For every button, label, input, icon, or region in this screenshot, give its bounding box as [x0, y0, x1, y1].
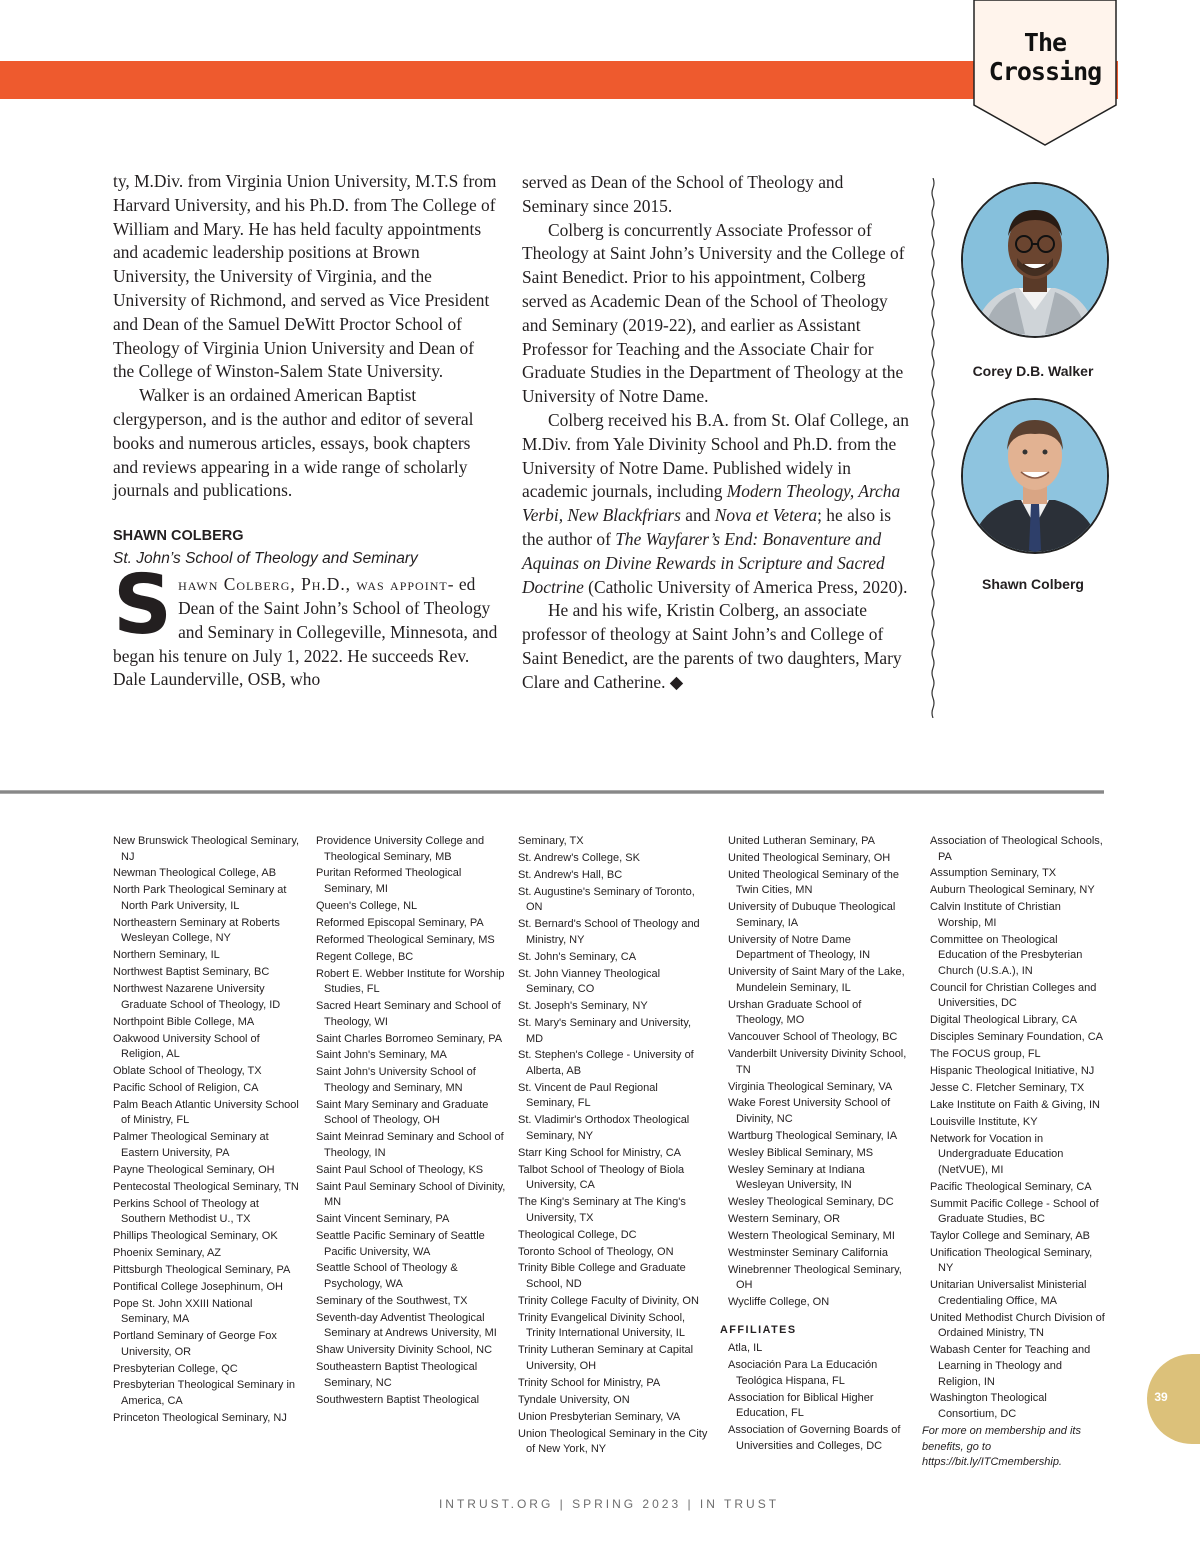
- list-item: Vancouver School of Theology, BC: [728, 1031, 898, 1044]
- list-item: United Methodist Church Division of Ordained Ministry, TN: [930, 1311, 1105, 1340]
- list-item: Providence University College and Theological Seminary, MB: [316, 835, 485, 863]
- list-item: Newman Theological College, AB: [113, 867, 277, 880]
- list-item: Digital Theological Library, CA: [930, 1014, 1077, 1027]
- list-item: Wake Forest University School of Divinity, NC: [728, 1097, 891, 1126]
- list-item: Portland Seminary of George Fox University, OR: [113, 1330, 277, 1358]
- list-item: Presbyterian Theological Seminary in America, CA: [113, 1379, 295, 1408]
- book-title: The Wayfarer’s End: Bonaventure and Aquinas on Divine Rewards in Scripture and Sacred Doctrine: [522, 528, 885, 597]
- article-column-2: [522, 171, 914, 695]
- list-item: Taylor College and Seminary, AB: [930, 1230, 1090, 1242]
- list-item: Louisville Institute, KY: [930, 1115, 1038, 1128]
- list-item: Palm Beach Atlantic University School of Ministry, FL: [113, 1098, 299, 1127]
- list-item: Winebrenner Theological Seminary, OH: [728, 1263, 902, 1292]
- list-item: St. John Vianney Theological Seminary, CO: [518, 967, 661, 996]
- list-item: Phoenix Seminary, AZ: [113, 1246, 222, 1259]
- lead-smallcaps: hawn Colberg, Ph.D., was appoint-: [178, 574, 455, 595]
- list-item: United Theological Seminary of the Twin Cities, MN: [728, 868, 900, 897]
- list-item: Pacific Theological Seminary, CA: [930, 1180, 1092, 1193]
- list-item: Northeastern Seminary at Roberts Wesleyan College, NY: [113, 916, 280, 945]
- page-number: 39: [1154, 1390, 1168, 1404]
- list-item: Saint Charles Borromeo Seminary, PA: [316, 1032, 503, 1045]
- list-item: Saint Paul School of Theology, KS: [316, 1163, 484, 1176]
- list-item: St. Vladimir's Orthodox Theological Seminary, NY: [518, 1114, 690, 1142]
- list-item: The FOCUS group, FL: [930, 1048, 1041, 1061]
- member-list-column-2: [316, 834, 506, 1410]
- list-item: St. Mary's Seminary and University, MD: [518, 1016, 692, 1045]
- list-item: Saint Mary Seminary and Graduate School of Theology, OH: [316, 1098, 489, 1127]
- list-item: Union Theological Seminary in the City of New York, NY: [518, 1427, 708, 1456]
- list-item: St. Joseph's Seminary, NY: [518, 1000, 648, 1013]
- list-item: Westminster Seminary California: [728, 1246, 888, 1259]
- list-item: Presbyterian College, QC: [113, 1362, 238, 1375]
- list-item: St. Stephen's College - University of Alberta, AB: [518, 1049, 694, 1077]
- list-item: Perkins School of Theology at Southern Methodist U., TX: [113, 1197, 259, 1226]
- list-item: Assumption Seminary, TX: [930, 867, 1057, 880]
- section-title: The Crossing: [988, 28, 1102, 86]
- list-item: University of Saint Mary of the Lake, Mundelein Seminary, IL: [728, 966, 905, 994]
- list-item: Trinity School for Ministry, PA: [518, 1376, 661, 1389]
- list-item: Asociación Para La Educación Teológica Hispana, FL: [728, 1359, 878, 1387]
- section-subheading: St. John’s School of Theology and Seminary: [113, 550, 418, 568]
- vertical-rule: [930, 178, 936, 718]
- list-item: Reformed Episcopal Seminary, PA: [316, 916, 484, 929]
- list-item: Trinity College Faculty of Divinity, ON: [518, 1294, 699, 1307]
- list-item: St. Augustine's Seminary of Toronto, ON: [518, 885, 695, 914]
- list-item: Seattle School of Theology & Psychology, WA: [316, 1262, 458, 1291]
- affiliates-heading: AFFILIATES: [720, 1323, 797, 1336]
- list-item: Saint Meinrad Seminary and School of Theology, IN: [316, 1131, 504, 1159]
- list-item: Committee on Theological Education of the Presbyterian Church (U.S.A.), IN: [930, 933, 1083, 977]
- journal-titles: Modern Theology, Archa Verbi, New Blackfriars: [522, 481, 901, 526]
- list-item: St. Bernard's School of Theology and Ministry, NY: [518, 918, 700, 946]
- list-item: Wesley Biblical Seminary, MS: [728, 1146, 874, 1159]
- paragraph: Walker is an ordained American Baptist clergyperson, and is the author and editor of several books and numerous articles, essays, book chapters and reviews appearing in a wide range of scholarly journals and publications.: [113, 385, 474, 501]
- list-item: North Park Theological Seminary at North Park University, IL: [113, 884, 287, 912]
- end-mark-icon: ◆: [669, 671, 684, 692]
- list-item: Wycliffe College, ON: [728, 1296, 830, 1309]
- list-item: Union Presbyterian Seminary, VA: [518, 1410, 681, 1423]
- paragraph: Colberg received his B.A. from St. Olaf College, an M.Div. from Yale Divinity School and Ph.D. from the University of Notre Dame. Published widely in academic journals, including Modern Theology, Archa Verbi, New Blackfriars and Nova et Vetera; he also is the author of The Wayfarer’s End: Bonaventure and Aquinas on Divine Rewards in Scripture and Sacred Doctrine (Catholic University of America Press, 2020).: [522, 409, 909, 597]
- list-item: Unification Theological Seminary, NY: [930, 1246, 1093, 1275]
- list-item: St. Andrew's College, SK: [518, 851, 640, 864]
- list-item: Pontifical College Josephinum, OH: [113, 1280, 283, 1293]
- list-item: Association of Theological Schools, PA: [930, 835, 1103, 863]
- list-item: Seattle Pacific Seminary of Seattle Pacific University, WA: [316, 1230, 485, 1258]
- lead-text: ed Dean of the Saint John’s School of Theology and Seminary in Collegeville, Minnesota, and began his tenure on July 1, 2022. He succeeds Rev. Dale Launderville, OSB, who: [113, 574, 498, 690]
- list-item: Seminary, TX: [518, 835, 584, 847]
- list-item: The King's Seminary at The King's University, TX: [518, 1196, 686, 1224]
- list-item: Pacific School of Religion, CA: [113, 1081, 259, 1094]
- list-item: Pentecostal Theological Seminary, TN: [113, 1180, 299, 1193]
- list-item: Lake Institute on Faith & Giving, IN: [930, 1098, 1100, 1111]
- list-item: Regent College, BC: [316, 950, 414, 963]
- list-item: Theological College, DC: [518, 1228, 637, 1241]
- list-item: Oakwood University School of Religion, AL: [113, 1032, 260, 1061]
- paragraph: Colberg is concurrently Associate Professor of Theology at Saint John’s University and the College of Saint Benedict. Prior to his appointment, Colberg served as Academic Dean of the School of Theology and Seminary (2019-22), and earlier as Assistant Professor for Teaching and the Associate Chair for Graduate Studies in the Department of Theology at the University of Notre Dame.: [522, 219, 905, 407]
- list-item: Wabash Center for Teaching and Learning in Theology and Religion, IN: [930, 1344, 1091, 1388]
- list-item: Calvin Institute of Christian Worship, MI: [930, 901, 1061, 929]
- list-item: Virginia Theological Seminary, VA: [728, 1080, 893, 1093]
- list-item: Phillips Theological Seminary, OK: [113, 1230, 278, 1242]
- list-item: Trinity Evangelical Divinity School, Trinity International University, IL: [518, 1311, 686, 1340]
- list-item: Starr King School for Ministry, CA: [518, 1146, 682, 1159]
- member-list-column-4: [720, 834, 910, 1456]
- list-item: Unitarian Universalist Ministerial Credentialing Office, MA: [930, 1279, 1087, 1307]
- section-tag: [973, 0, 1117, 146]
- list-item: Association of Governing Boards of Universities and Colleges, DC: [728, 1424, 901, 1452]
- list-item: Talbot School of Theology of Biola University, CA: [518, 1163, 685, 1192]
- list-item: Saint Paul Seminary School of Divinity, MN: [316, 1180, 506, 1209]
- list-item: St. John's Seminary, CA: [518, 950, 637, 963]
- list-item: Saint John's University School of Theology and Seminary, MN: [316, 1066, 476, 1094]
- article-column-1: [113, 170, 498, 692]
- list-item: Pittsburgh Theological Seminary, PA: [113, 1263, 291, 1276]
- list-item: St. Vincent de Paul Regional Seminary, FL: [518, 1081, 658, 1110]
- list-item: Toronto School of Theology, ON: [518, 1245, 674, 1258]
- list-item: St. Andrew's Hall, BC: [518, 868, 623, 881]
- drop-cap: S: [113, 558, 173, 654]
- list-item: Atla, IL: [728, 1342, 763, 1355]
- list-item: Association for Biblical Higher Education, FL: [728, 1391, 874, 1420]
- member-list-column-3: [518, 834, 708, 1459]
- list-item: Washington Theological Consortium, DC: [930, 1392, 1047, 1421]
- list-item: Reformed Theological Seminary, MS: [316, 933, 495, 946]
- page-footer: INTRUST.ORG | SPRING 2023 | IN TRUST: [438, 1497, 780, 1511]
- list-item: New Brunswick Theological Seminary, NJ: [113, 835, 300, 863]
- list-item: Tyndale University, ON: [518, 1393, 630, 1406]
- list-item: Wartburg Theological Seminary, IA: [728, 1129, 898, 1142]
- list-item: Northpoint Bible College, MA: [113, 1015, 255, 1028]
- list-item: Saint John's Seminary, MA: [316, 1049, 447, 1062]
- list-item: Urshan Graduate School of Theology, MO: [728, 998, 862, 1027]
- list-item: Southwestern Baptist Theological: [316, 1393, 480, 1406]
- list-item: Princeton Theological Seminary, NJ: [113, 1411, 287, 1424]
- list-item: Seventh-day Adventist Theological Seminary at Andrews University, MI: [316, 1311, 497, 1340]
- list-item: Council for Christian Colleges and Universities, DC: [930, 981, 1097, 1010]
- list-item: Oblate School of Theology, TX: [113, 1064, 262, 1077]
- list-item: Southeastern Baptist Theological Seminary, NC: [316, 1361, 478, 1389]
- list-item: Shaw University Divinity School, NC: [316, 1344, 493, 1357]
- photo-caption: Corey D.B. Walker: [972, 363, 1094, 379]
- list-item: Robert E. Webber Institute for Worship Studies, FL: [316, 967, 505, 996]
- list-item: Northwest Nazarene University Graduate School of Theology, ID: [113, 983, 281, 1011]
- paragraph: served as Dean of the School of Theology and Seminary since 2015.: [522, 172, 844, 216]
- list-item: Wesley Seminary at Indiana Wesleyan University, IN: [728, 1163, 865, 1192]
- list-item: Palmer Theological Seminary at Eastern University, PA: [113, 1131, 269, 1159]
- paragraph: ty, M.Div. from Virginia Union University, M.T.S from Harvard University, and his Ph.D. from The College of William and Mary. He has held faculty appointments and academic leadership positions at Brown University, the University of Virginia, and the University of Richmond, and served as Vice President and Dean of the Samuel DeWitt Proctor School of Theology of Virginia Union University and Dean of the College of Winston-Salem State University.: [113, 171, 497, 382]
- list-item: Disciples Seminary Foundation, CA: [930, 1031, 1104, 1044]
- list-item: Network for Vocation in Undergraduate Education (NetVUE), MI: [930, 1132, 1064, 1176]
- section-banner: [0, 61, 1118, 99]
- list-item: Payne Theological Seminary, OH: [113, 1163, 275, 1176]
- list-item: Seminary of the Southwest, TX: [316, 1294, 468, 1307]
- list-item: Queen's College, NL: [316, 899, 418, 912]
- member-list-column-1: [113, 834, 303, 1428]
- list-item: Wesley Theological Seminary, DC: [728, 1196, 894, 1209]
- section-heading: SHAWN COLBERG: [113, 528, 244, 545]
- list-item: Pope St. John XXIII National Seminary, MA: [113, 1297, 253, 1326]
- list-item: Vanderbilt University Divinity School, TN: [728, 1048, 907, 1076]
- horizontal-rule: [0, 789, 1104, 795]
- portrait-corey-walker: [961, 182, 1109, 338]
- photo-caption: Shawn Colberg: [982, 576, 1084, 592]
- list-item: United Theological Seminary, OH: [728, 851, 891, 864]
- list-item: Northern Seminary, IL: [113, 949, 220, 962]
- list-item: Western Theological Seminary, MI: [728, 1230, 895, 1242]
- list-item: Trinity Lutheran Seminary at Capital University, OH: [518, 1344, 694, 1372]
- list-item: Western Seminary, OR: [728, 1213, 841, 1226]
- list-item: Trinity Bible College and Graduate School, ND: [518, 1262, 686, 1291]
- list-item: Hispanic Theological Initiative, NJ: [930, 1064, 1095, 1077]
- list-item: Saint Vincent Seminary, PA: [316, 1213, 450, 1226]
- list-item: Summit Pacific College - School of Graduate Studies, BC: [930, 1197, 1099, 1226]
- list-item: University of Notre Dame Department of Theology, IN: [728, 933, 871, 962]
- paragraph: He and his wife, Kristin Colberg, an associate professor of theology at Saint John’s and College of Saint Benedict, are the parents of two daughters, Mary Clare and Catherine. ◆: [522, 600, 902, 692]
- list-item: Puritan Reformed Theological Seminary, MI: [316, 867, 462, 896]
- list-item: Northwest Baptist Seminary, BC: [113, 966, 270, 979]
- portrait-shawn-colberg: [961, 398, 1109, 554]
- list-item: Jesse C. Fletcher Seminary, TX: [930, 1081, 1085, 1094]
- membership-note: For more on membership and its benefits, go to https://bit.ly/ITCmembership.: [922, 1424, 1081, 1469]
- list-item: University of Dubuque Theological Seminary, IA: [728, 901, 896, 929]
- list-item: Auburn Theological Seminary, NY: [930, 884, 1095, 897]
- list-item: United Lutheran Seminary, PA: [728, 835, 875, 847]
- journal-title: Nova et Vetera: [714, 505, 818, 526]
- member-list-column-5: [922, 834, 1107, 1472]
- list-item: Sacred Heart Seminary and School of Theology, WI: [316, 1000, 501, 1028]
